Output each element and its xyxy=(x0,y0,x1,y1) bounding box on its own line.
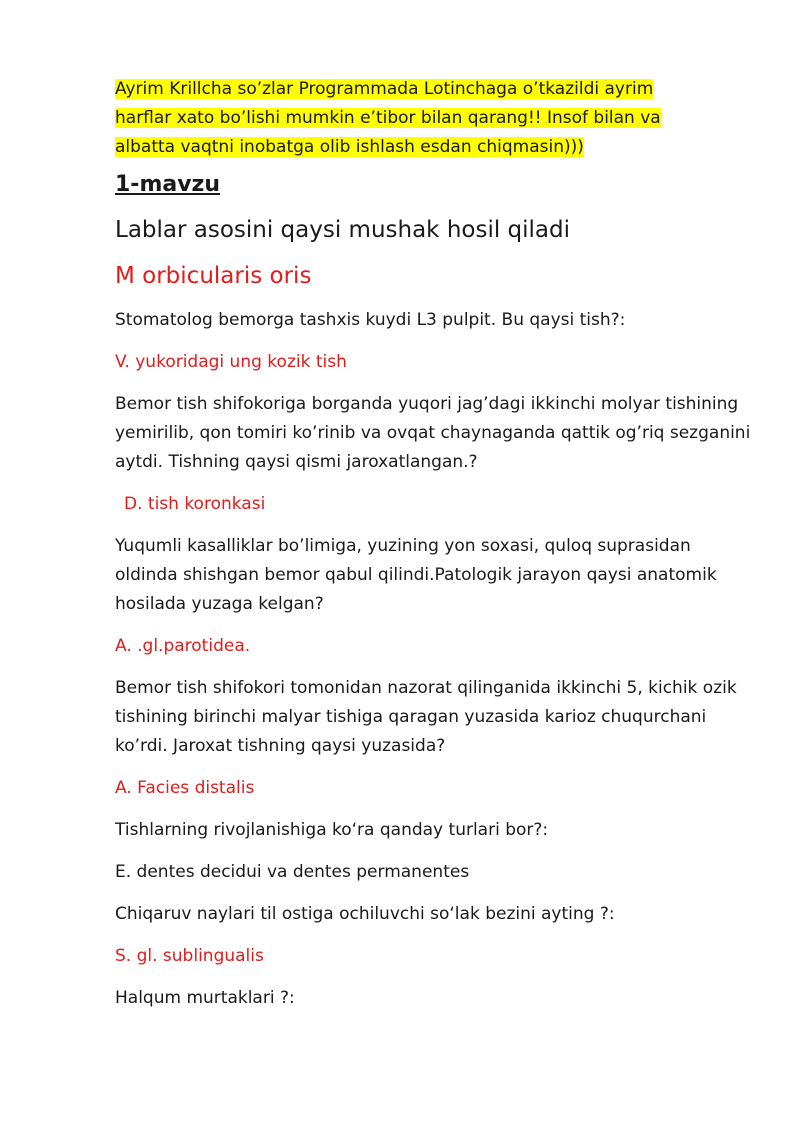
answer-7: S. gl. sublingualis xyxy=(115,946,264,966)
highlighted-notice xyxy=(115,75,705,162)
answer-3: D. tish koronkasi xyxy=(124,494,266,514)
question-2: Stomatolog bemorga tashxis kuydi L3 pulpit. Bu qaysi tish?: xyxy=(115,310,626,330)
document-page xyxy=(115,75,755,1026)
notice-line-1: Ayrim Krillcha so’zlar Programmada Lotinchaga o’tkazildi ayrim xyxy=(115,79,654,99)
question-5: Bemor tish shifokori tomonidan nazorat qilinganida ikkinchi 5, kichik ozik tishining birinchi malyar tishiga qaragan yuzasida karioz chuqurchani ko’rdi. Jaroxat tishning qaysi yuzasida? xyxy=(115,678,737,756)
question-1: Lablar asosini qaysi mushak hosil qiladi xyxy=(115,217,571,243)
topic-heading: 1-mavzu xyxy=(115,172,221,197)
notice-line-2: harflar xato bo’lishi mumkin e’tibor bilan qarang!! Insof bilan va xyxy=(115,108,661,128)
question-3: Bemor tish shifokoriga borganda yuqori jag’dagi ikkinchi molyar tishining yemirilib, qon tomiri ko’rinib va ovqat chaynaganda qattik og’riq sezganini aytdi. Tishning qaysi qismi jaroxatlangan.? xyxy=(115,394,751,472)
answer-6: E. dentes decidui va dentes permanentes xyxy=(115,862,470,882)
question-8: Halqum murtaklari ?: xyxy=(115,988,295,1008)
answer-5: A. Facies distalis xyxy=(115,778,255,798)
answer-1: M orbicularis oris xyxy=(115,263,312,289)
answer-2: V. yukoridagi ung kozik tish xyxy=(115,352,347,372)
answer-4: A. .gl.parotidea. xyxy=(115,636,251,656)
question-6: Tishlarning rivojlanishiga ko‘ra qanday turlari bor?: xyxy=(115,820,549,840)
notice-line-3: albatta vaqtni inobatga olib ishlash esdan chiqmasin))) xyxy=(115,137,584,157)
question-7: Chiqaruv naylari til ostiga ochiluvchi so‘lak bezini ayting ?: xyxy=(115,904,615,924)
question-4: Yuqumli kasalliklar bo’limiga, yuzining yon soxasi, quloq suprasidan oldinda shishgan bemor qabul qilindi.Patologik jarayon qaysi anatomik hosilada yuzaga kelgan? xyxy=(115,536,717,614)
